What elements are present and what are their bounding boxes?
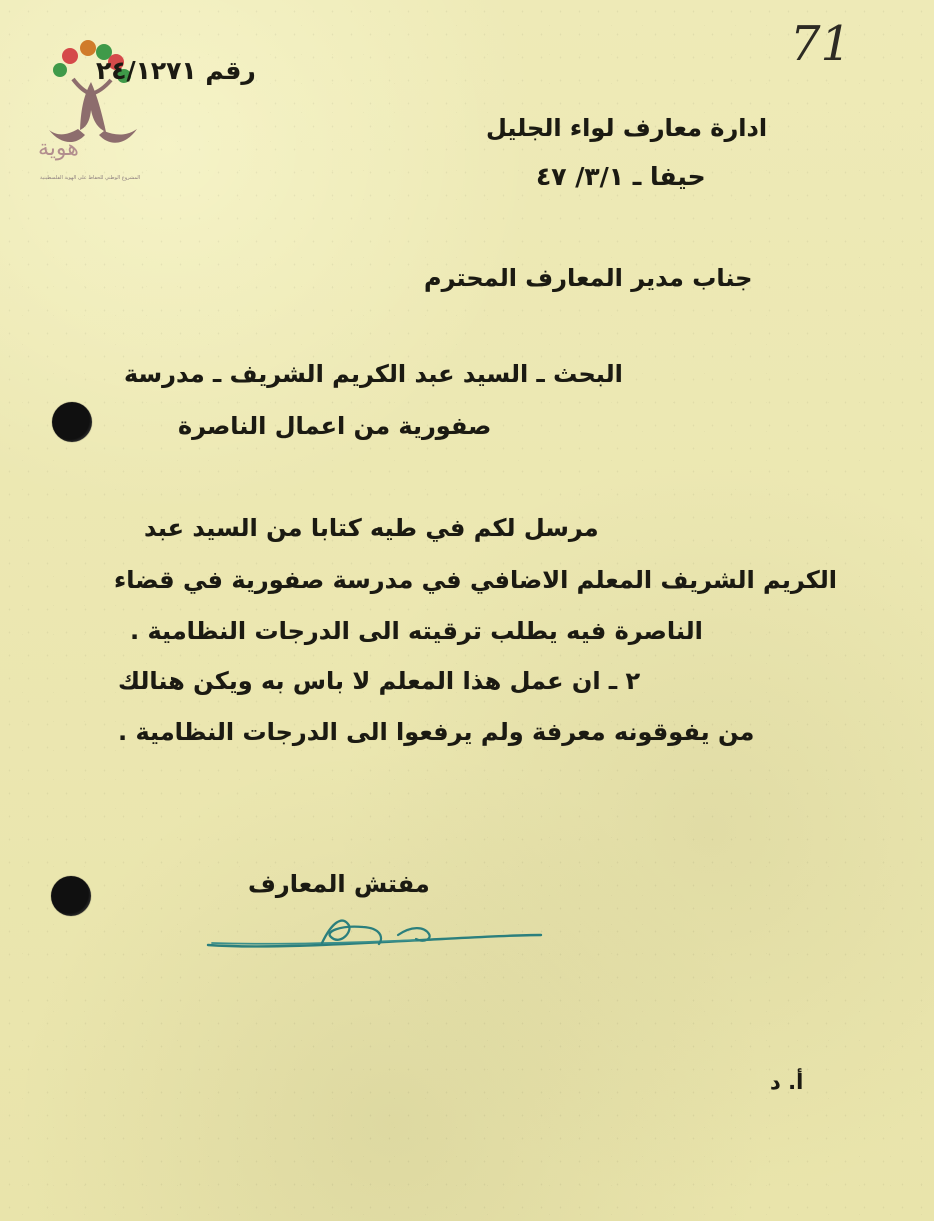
signatory-title: مفتش المعارف bbox=[248, 870, 430, 898]
punch-hole-top bbox=[52, 402, 92, 442]
body-line-2: الكريم الشريف المعلم الاضافي في مدرسة صفورية في قضاء bbox=[114, 566, 837, 594]
body-line-3: الناصرة فيه يطلب ترقيته الى الدرجات النظامية . bbox=[130, 617, 703, 645]
reference-number: رقم ٢٤/١٢٧١ bbox=[96, 56, 256, 85]
salutation: جناب مدير المعارف المحترم bbox=[424, 264, 753, 292]
body-line-1: مرسل لكم في طيه كتابا من السيد عبد bbox=[144, 514, 599, 542]
subject-line-2: صفورية من اعمال الناصرة bbox=[178, 412, 492, 440]
punch-hole-bottom bbox=[51, 876, 91, 916]
logo-subtitle: المشروع الوطني للحفاظ على الهوية الفلسطينية bbox=[40, 175, 141, 181]
subject-line-1: البحث ـ السيد عبد الكريم الشريف ـ مدرسة bbox=[124, 360, 623, 388]
body-line-5: من يفوقونه معرفة ولم يرفعوا الى الدرجات النظامية . bbox=[118, 718, 755, 746]
handwritten-signature bbox=[196, 904, 556, 964]
sender-line-2: حيفا ـ ٣/١/ ٤٧ bbox=[536, 162, 706, 191]
logo-name: هوية bbox=[38, 136, 79, 161]
page-number-handwritten: 71 bbox=[790, 16, 852, 72]
sender-line-1: ادارة معارف لواء الجليل bbox=[486, 114, 768, 142]
footer-initials: أ. د bbox=[770, 1070, 804, 1094]
body-line-4: ٢ ـ ان عمل هذا المعلم لا باس به ويكن هنالك bbox=[118, 667, 641, 695]
